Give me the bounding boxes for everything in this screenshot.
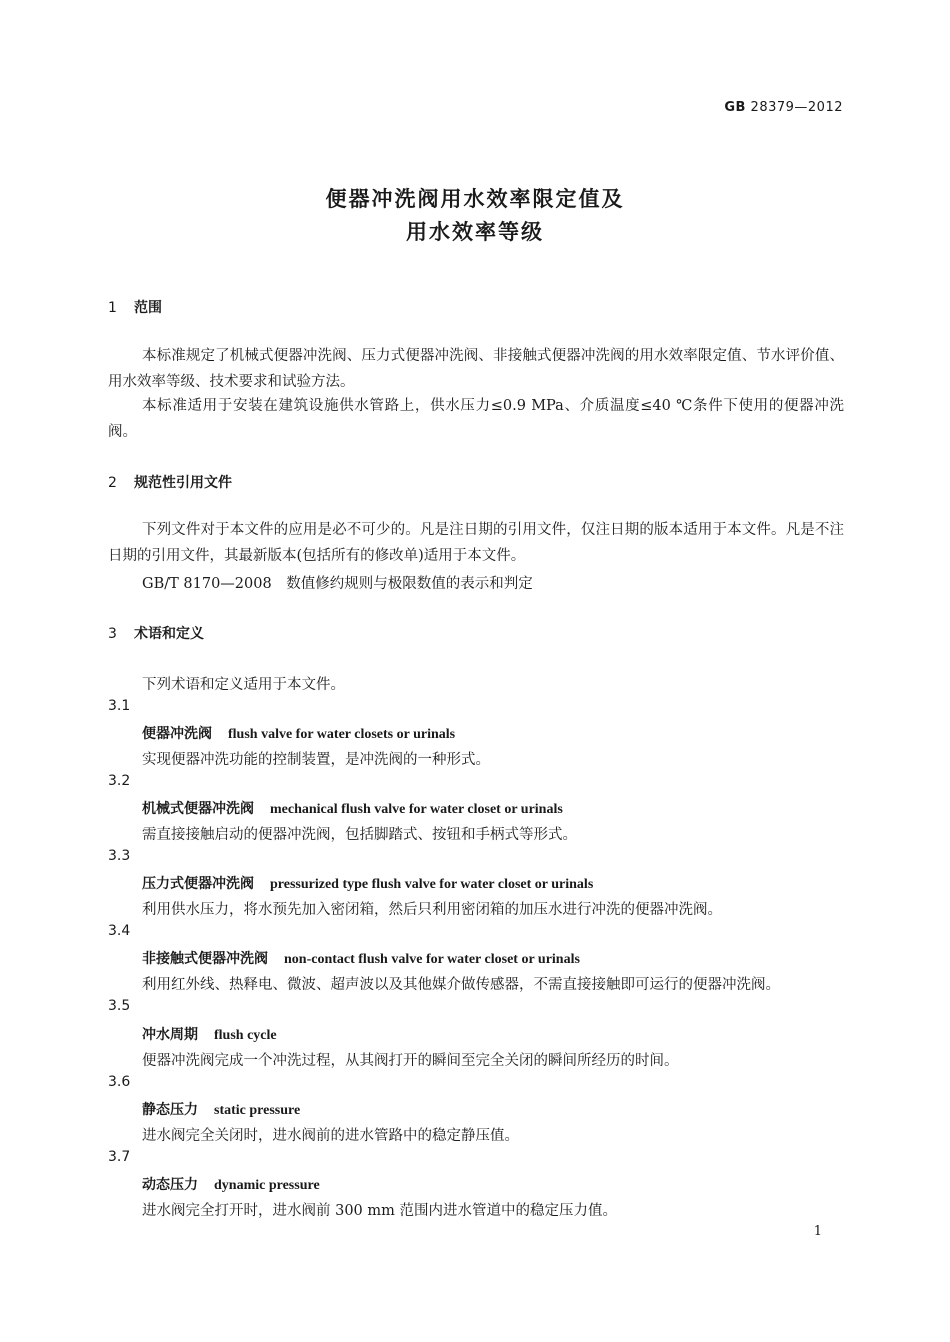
section-title: 术语和定义 bbox=[134, 626, 204, 642]
standard-code bbox=[724, 100, 843, 115]
section-2-heading bbox=[108, 472, 232, 492]
section-number: 2 bbox=[108, 475, 117, 491]
term-number: 3.7 bbox=[108, 1149, 131, 1165]
term-number: 3.6 bbox=[108, 1074, 131, 1090]
term-name-cn: 机械式便器冲洗阀 bbox=[142, 801, 254, 817]
section-title: 规范性引用文件 bbox=[134, 475, 232, 491]
term-name-en: static pressure bbox=[214, 1103, 301, 1118]
standard-code-number: 28379—2012 bbox=[750, 100, 843, 115]
term-name-cn: 动态压力 bbox=[142, 1177, 198, 1193]
term-definition: 便器冲洗阀完成一个冲洗过程，从其阀打开的瞬间至完全关闭的瞬间所经历的时间。 bbox=[142, 1053, 679, 1069]
term-name-cn: 冲水周期 bbox=[142, 1027, 198, 1043]
term-number: 3.5 bbox=[108, 998, 131, 1014]
term-definition: 需直接接触启动的便器冲洗阀，包括脚踏式、按钮和手柄式等形式。 bbox=[142, 827, 577, 843]
section-3-intro: 下列术语和定义适用于本文件。 bbox=[142, 677, 345, 693]
term-name bbox=[142, 873, 593, 893]
section-title: 范围 bbox=[134, 300, 162, 316]
term-name bbox=[142, 798, 563, 818]
term-definition: 进水阀完全打开时，进水阀前 300 mm 范围内进水管道中的稳定压力值。 bbox=[142, 1203, 617, 1219]
section-1-heading bbox=[108, 297, 162, 317]
term-number: 3.2 bbox=[108, 773, 131, 789]
normative-reference: GB/T 8170—2008 数值修约规则与极限数值的表示和判定 bbox=[142, 576, 533, 592]
standard-code-prefix: GB bbox=[724, 100, 746, 115]
term-number: 3.4 bbox=[108, 923, 131, 939]
section-2-paragraph-1: 下列文件对于本文件的应用是必不可少的。凡是注日期的引用文件，仅注日期的版本适用于本文件。凡是不注日期的引用文件，其最新版本(包括所有的修改单)适用于本文件。 bbox=[108, 522, 844, 564]
section-number: 3 bbox=[108, 626, 117, 642]
term-name-en: mechanical flush valve for water closet or urinals bbox=[270, 802, 563, 817]
term-number: 3.1 bbox=[108, 698, 131, 714]
term-name-cn: 非接触式便器冲洗阀 bbox=[142, 951, 268, 967]
section-1-paragraph-2: 本标准适用于安装在建筑设施供水管路上，供水压力≤0.9 MPa、介质温度≤40 ℃条件下使用的便器冲洗阀。 bbox=[108, 398, 844, 440]
term-name bbox=[142, 1174, 320, 1194]
section-number: 1 bbox=[108, 300, 117, 316]
term-name bbox=[142, 723, 455, 743]
term-name-en: non-contact flush valve for water closet or urinals bbox=[284, 952, 580, 967]
page-number: 1 bbox=[813, 1224, 822, 1239]
term-name-en: flush cycle bbox=[214, 1028, 277, 1043]
term-number: 3.3 bbox=[108, 848, 131, 864]
term-name-en: pressurized type flush valve for water closet or urinals bbox=[270, 877, 594, 892]
document-title-line-1: 便器冲洗阀用水效率限定值及 bbox=[325, 187, 625, 211]
term-definition: 利用红外线、热释电、微波、超声波以及其他媒介做传感器，不需直接接触即可运行的便器冲洗阀。 bbox=[142, 977, 780, 993]
term-name bbox=[142, 1099, 300, 1119]
term-name-en: dynamic pressure bbox=[214, 1178, 320, 1193]
section-1-paragraph-1: 本标准规定了机械式便器冲洗阀、压力式便器冲洗阀、非接触式便器冲洗阀的用水效率限定值、节水评价值、用水效率等级、技术要求和试验方法。 bbox=[108, 348, 844, 390]
term-name-cn: 静态压力 bbox=[142, 1102, 198, 1118]
term-name-cn: 便器冲洗阀 bbox=[142, 726, 212, 742]
section-3-heading bbox=[108, 623, 204, 643]
term-name bbox=[142, 948, 580, 968]
term-name-en: flush valve for water closets or urinals bbox=[228, 727, 456, 742]
term-name bbox=[142, 1024, 277, 1044]
document-title-line-2: 用水效率等级 bbox=[406, 220, 544, 244]
term-name-cn: 压力式便器冲洗阀 bbox=[142, 876, 254, 892]
term-definition: 进水阀完全关闭时，进水阀前的进水管路中的稳定静压值。 bbox=[142, 1128, 519, 1144]
term-definition: 实现便器冲洗功能的控制装置，是冲洗阀的一种形式。 bbox=[142, 752, 490, 768]
term-definition: 利用供水压力，将水预先加入密闭箱，然后只利用密闭箱的加压水进行冲洗的便器冲洗阀。 bbox=[142, 902, 722, 918]
